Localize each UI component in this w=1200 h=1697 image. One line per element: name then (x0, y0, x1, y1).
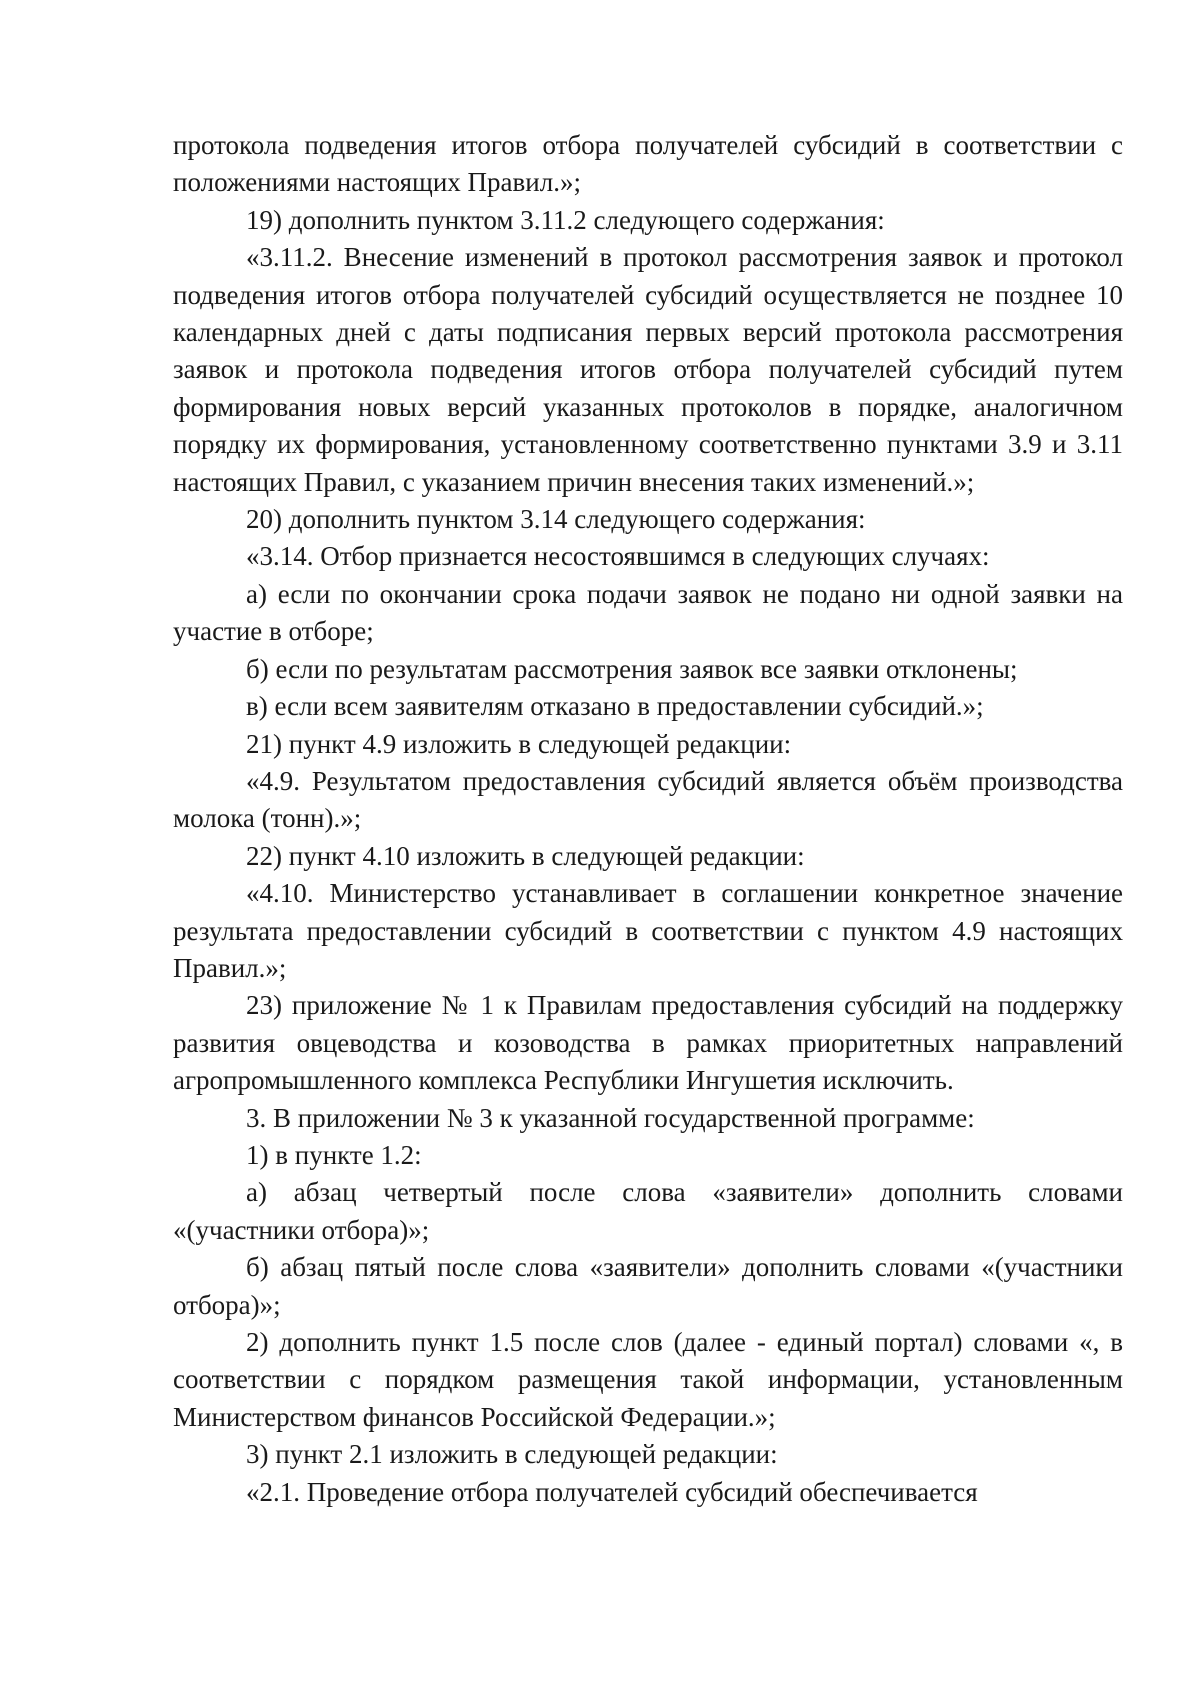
paragraph-item-19: 19) дополнить пунктом 3.11.2 следующего содержания: (246, 204, 885, 235)
paragraph-item-23: 23) приложение № 1 к Правилам предоставления субсидий на поддержку развития овцеводства и козоводства в рамках приоритетных направлений агропромышленного комплекса Республики Ингушетия исключить. (173, 990, 1123, 1096)
paragraph-clause-3-11-2: «3.11.2. Внесение изменений в протокол рассмотрения заявок и протокол подведения итогов отбора получателей субсидий осуществляется не позднее 10 календарных дней с даты подписания первых версий протокола рассмотрения заявок и протокола подведения итогов отбора получателей субсидий путем формирования новых версий указанных протоколов в порядке, аналогичном порядку их формирования, установленному соответственно пунктами 3.9 и 3.11 настоящих Правил, с указанием причин внесения таких изменений.»; (173, 242, 1123, 497)
paragraph-item-1: 1) в пункте 1.2: (246, 1139, 422, 1170)
paragraph-subitem-b-2: б) абзац пятый после слова «заявители» дополнить словами «(участники отбора)»; (173, 1252, 1123, 1320)
paragraph-subitem-a-2: а) абзац четвертый после слова «заявители» дополнить словами «(участники отбора)»; (173, 1177, 1123, 1245)
paragraph-continuation: протокола подведения итогов отбора получателей субсидий в соответствии с положениями настоящих Правил.»; (173, 130, 1123, 198)
paragraph-clause-2-1: «2.1. Проведение отбора получателей субсидий обеспечивается (246, 1476, 978, 1507)
paragraph-clause-4-10: «4.10. Министерство устанавливает в соглашении конкретное значение результата предоставлении субсидий в соответствии с пунктом 4.9 настоящих Правил.»; (173, 878, 1123, 983)
paragraph-clause-3-14: «3.14. Отбор признается несостоявшимся в следующих случаях: (246, 541, 990, 572)
paragraph-clause-4-9: «4.9. Результатом предоставления субсидий является объём производства молока (тонн).»; (173, 765, 1123, 834)
paragraph-item-22: 22) пункт 4.10 изложить в следующей редакции: (246, 840, 805, 871)
paragraph-subitem-v: в) если всем заявителям отказано в предоставлении субсидий.»; (246, 691, 984, 722)
paragraph-item-3: 3) пункт 2.1 изложить в следующей редакции: (246, 1439, 778, 1470)
paragraph-item-20: 20) дополнить пунктом 3.14 следующего содержания: (246, 504, 866, 535)
paragraph-subitem-b: б) если по результатам рассмотрения заявок все заявки отклонены; (246, 653, 1018, 684)
document-body (173, 127, 1123, 1511)
paragraph-item-2: 2) дополнить пункт 1.5 после слов (далее - единый портал) словами «, в соответствии с порядком размещения такой информации, установленным Министерством финансов Российской Федерации.»; (173, 1327, 1123, 1432)
paragraph-item-21: 21) пункт 4.9 изложить в следующей редакции: (246, 728, 792, 759)
paragraph-section-3: 3. В приложении № 3 к указанной государственной программе: (246, 1102, 975, 1133)
paragraph-subitem-a: а) если по окончании срока подачи заявок не подано ни одной заявки на участие в отборе; (173, 578, 1123, 647)
